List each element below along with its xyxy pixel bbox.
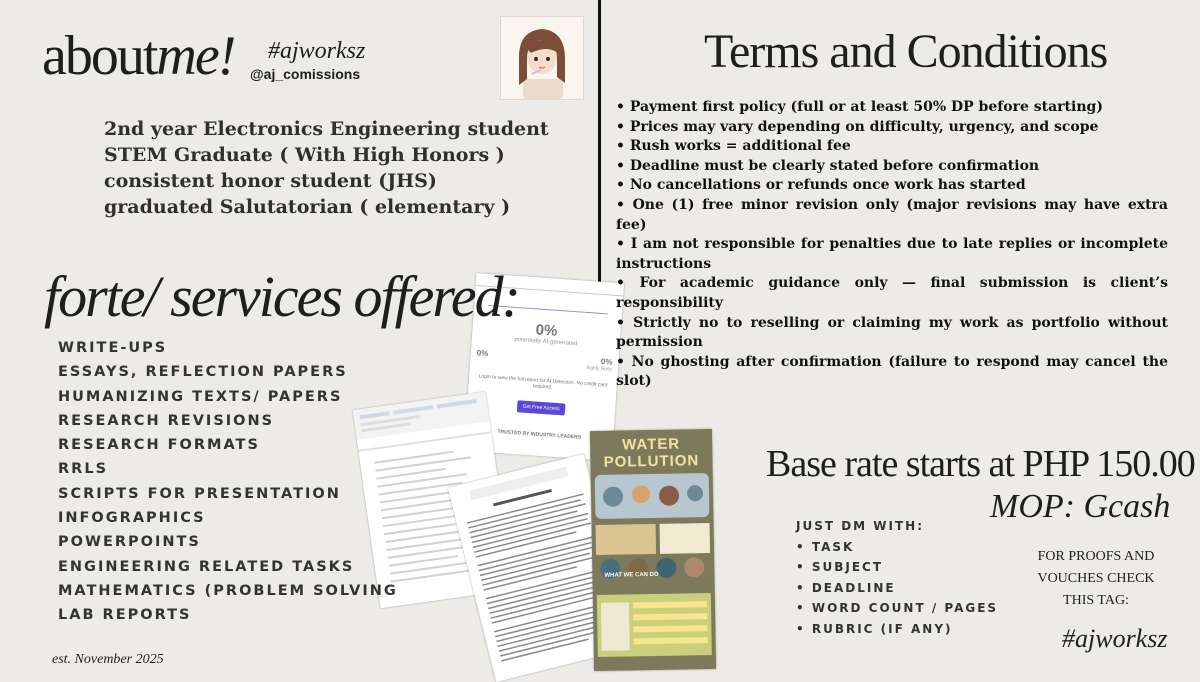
service-item: POWERPOINTS <box>58 534 201 551</box>
ai-report-text: Login to view the full report for AI Detection. No credit card required. <box>478 373 608 391</box>
ai-side-b: 0% <box>600 356 613 367</box>
hashtag: #ajworksz <box>268 38 366 64</box>
service-item: WRITE-UPS <box>58 340 168 356</box>
mode-of-payment: MOP: Gcash <box>990 488 1171 525</box>
credential-line: 2nd year Electronics Engineering student <box>104 118 549 140</box>
proofs-note <box>1036 546 1156 612</box>
ai-side-a: 0% <box>476 348 489 359</box>
term-item: • Deadline must be clearly stated before confirmation <box>616 157 1040 174</box>
term-item: • No cancellations or refunds once work has started <box>616 177 1026 194</box>
proofs-line: THIS TAG: <box>1063 593 1129 608</box>
established-date: est. November 2025 <box>52 652 164 667</box>
term-item: • Prices may vary depending on difficulty, urgency, and scope <box>616 118 1099 135</box>
credential-line: STEM Graduate ( With High Honors ) <box>104 144 505 166</box>
dm-item: • WORD COUNT / PAGES <box>796 601 999 615</box>
credentials <box>104 116 549 220</box>
ai-footer-text: TRUSTED BY INDUSTRY LEADERS <box>497 428 582 441</box>
dm-instructions <box>796 516 998 639</box>
ai-access-button: Get Free Access <box>516 400 566 415</box>
ai-side-label: highly likely <box>586 364 613 373</box>
ai-label: potentially AI-generated <box>514 336 578 348</box>
dm-title: JUST DM WITH: <box>796 519 925 533</box>
credential-line: graduated Salutatorian ( elementary ) <box>104 196 511 218</box>
terms-title: Terms and Conditions <box>704 25 1108 78</box>
about-title-main: about <box>42 25 157 87</box>
service-item: MATHEMATICS (PROBLEM SOLVING <box>58 582 398 599</box>
term-item: • Payment first policy (full or at least 50% DP before starting) <box>616 99 1103 115</box>
service-item: RESEARCH REVISIONS <box>58 412 275 429</box>
poster-title: WATER POLLUTION <box>603 435 700 471</box>
services-list <box>58 336 398 628</box>
ai-percent: 0% <box>535 321 558 340</box>
terms-list <box>616 98 1168 392</box>
term-item: • For academic guidance only — final submission is client’s responsibility <box>616 275 1168 311</box>
base-rate: Base rate starts at PHP 150.00 <box>766 443 1195 485</box>
service-item: HUMANIZING TEXTS/ PAPERS <box>58 388 343 405</box>
term-item: • I am not responsible for penalties due to late replies or incomplete instructions <box>616 236 1168 272</box>
service-item: SCRIPTS FOR PRESENTATION <box>58 485 341 502</box>
term-item: • Strictly no to reselling or claiming my work as portfolio without permission <box>616 314 1168 351</box>
credential-line: consistent honor student (JHS) <box>104 170 437 192</box>
proofs-line: FOR PROOFS AND <box>1037 549 1155 564</box>
dm-list <box>796 537 998 640</box>
term-item: • No ghosting after confirmation (failure to respond may cancel the slot) <box>616 353 1168 390</box>
handle: @aj_comissions <box>250 66 361 82</box>
service-item: ESSAYS, REFLECTION PAPERS <box>58 364 348 381</box>
infographic-screenshot <box>590 429 716 671</box>
service-item: ENGINEERING RELATED TASKS <box>58 558 355 575</box>
service-item: RRLS <box>58 461 109 478</box>
term-item: • One (1) free minor revision only (major revisions may have extra fee) <box>616 196 1168 233</box>
term-item: • Rush works = additional fee <box>616 138 851 155</box>
about-title-italic: me! <box>156 25 235 87</box>
poster-question: WHAT WE CAN DO <box>604 571 659 579</box>
services-title: forte/ services offered: <box>44 264 519 329</box>
service-item: INFOGRAPHICS <box>58 510 206 527</box>
service-item: RESEARCH FORMATS <box>58 437 260 454</box>
about-title <box>42 25 235 87</box>
service-item: LAB REPORTS <box>58 607 192 624</box>
avatar-illustration <box>500 16 584 100</box>
dm-item: • DEADLINE <box>796 580 896 595</box>
dm-item: • RUBRIC (IF ANY) <box>796 621 953 636</box>
dm-item: • SUBJECT <box>796 560 884 574</box>
proofs-line: VOUCHES CHECK <box>1037 571 1155 586</box>
dm-item: • TASK <box>796 539 855 554</box>
proofs-hashtag: #ajworksz <box>1062 624 1168 653</box>
